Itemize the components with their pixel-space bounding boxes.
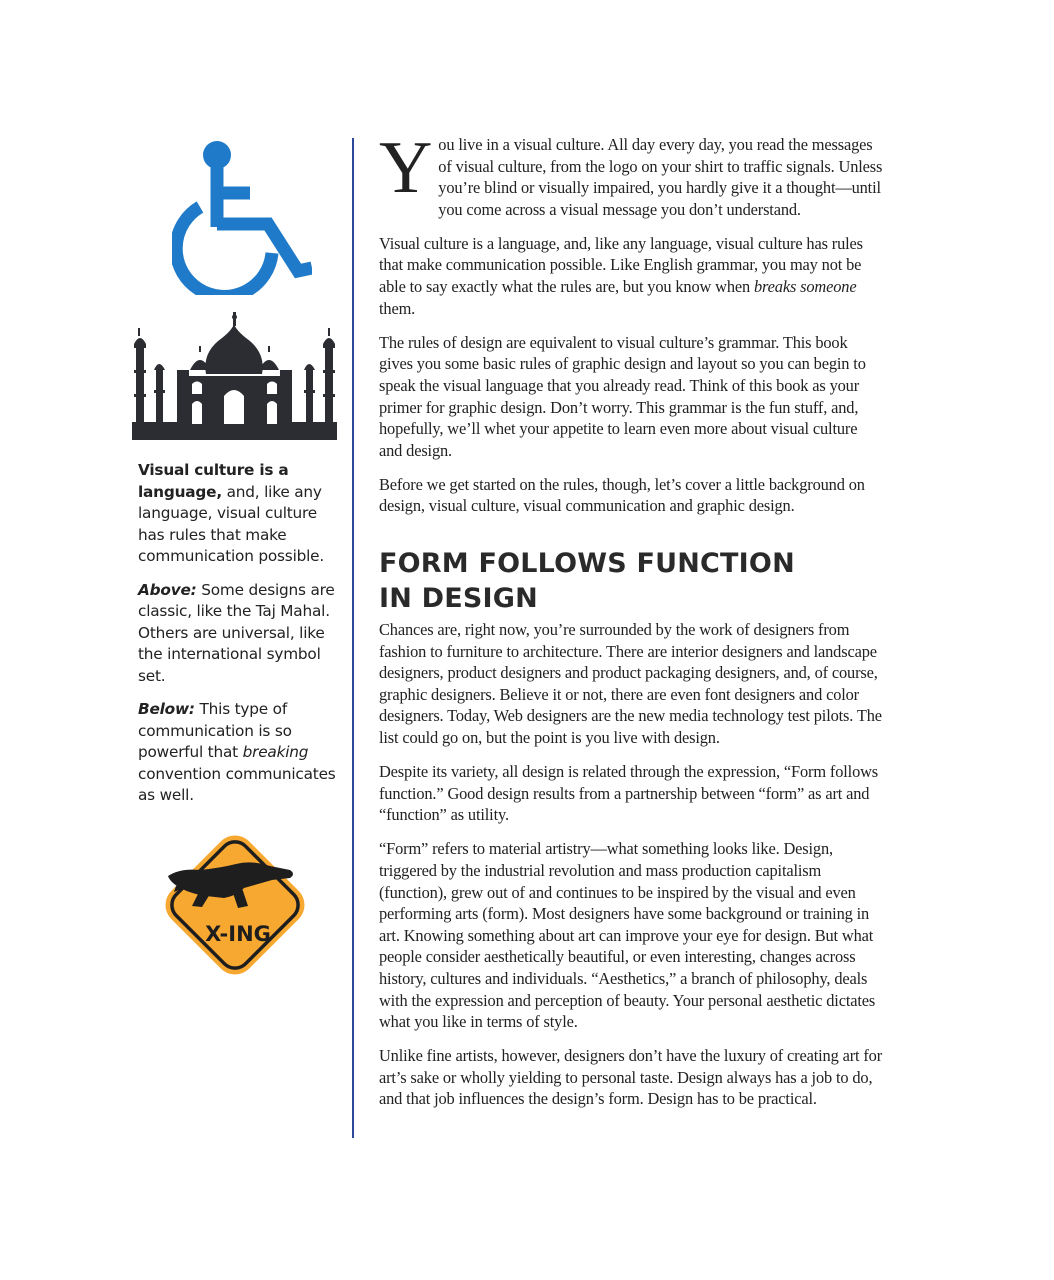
below-text-2: convention communicates as well.	[138, 764, 336, 804]
column-divider	[352, 138, 354, 1138]
paragraph-8: Unlike fine artists, however, designers don’t have the luxury of creating art for art’s sake or wholly yielding to personal taste. Design always has a job to do, and that job influences the design’s form. Design has to be practical.	[379, 1046, 883, 1109]
alligator-crossing-sign	[140, 810, 330, 1000]
paragraph-3: The rules of design are equivalent to visual culture’s grammar. This book gives you some basic rules of graphic design and layout so you can begin to speak the visual language that you already read. Think of this book as your primer for graphic design. Don’t worry. This grammar is the fun stuff, and, hopefully, we’ll whet your appetite to learn even more about visual culture and design.	[379, 332, 866, 460]
paragraph-2-end: them.	[379, 298, 416, 318]
paragraph-1	[379, 127, 884, 220]
above-text: Some designs are classic, like the Taj Mahal. Others are universal, like the international symbol set.	[138, 580, 335, 685]
paragraph-2	[379, 233, 884, 319]
paragraph-6: Despite its variety, all design is related through the expression, “Form follows function.” Good design results from a partnership between “form” as art and “function” as utility.	[379, 762, 879, 825]
sidebar-caption	[138, 460, 338, 819]
heading-line-1: FORM FOLLOWS FUNCTION	[379, 548, 795, 579]
paragraph-2-emphasis: breaks someone	[754, 277, 857, 297]
section-heading	[379, 546, 884, 616]
below-text-1: This type of communication is so powerful that	[138, 700, 292, 761]
below-emphasis: breaking	[242, 743, 309, 761]
above-label: Above:	[138, 580, 197, 599]
caption-lead: Visual culture is a language,	[138, 461, 289, 501]
xing-label: X-ING	[205, 922, 271, 946]
taj-mahal-silhouette	[132, 312, 337, 440]
caption-below	[138, 699, 338, 807]
main-text-column	[379, 127, 884, 1122]
paragraph-7: “Form” refers to material artistry—what something looks like. Design, triggered by the industrial revolution and mass production capitalism (function), grew out of and continues to be inspired by the visual and even performing arts (form). Most designers have some background or training in art. Knowing something about art can improve your eye for design. But what people consider aesthetically beautiful, or even interesting, changes across history, cultures and individuals. “Aesthetics,” a branch of philosophy, deals with the expression and perception of beauty. Your personal aesthetic dictates what you like in terms of style.	[379, 839, 876, 1032]
drop-cap: Y	[379, 127, 433, 209]
paragraph-4: Before we get started on the rules, though, let’s cover a little background on design, visual culture, visual communication and graphic design.	[379, 474, 865, 516]
caption-above	[138, 580, 338, 688]
caption-rest: and, like any language, visual culture has rules that make communication possible.	[138, 482, 325, 565]
caption-intro	[138, 460, 338, 568]
paragraph-1-text: ou live in a visual culture. All day every day, you read the messages of visual culture, from the logo on your shirt to traffic signals. Unless you’re blind or visually impaired, you hardly give it a thought—until you come across a visual message you don’t understand.	[438, 135, 883, 219]
heading-line-2: IN DESIGN	[379, 583, 538, 614]
wheelchair-accessibility-icon	[172, 135, 312, 295]
paragraph-5: Chances are, right now, you’re surrounded by the work of designers from fashion to furniture to architecture. There are interior designers and landscape designers, product designers and product packaging designers, and, of course, graphic designers. Believe it or not, there are even font designers and color designers. Today, Web designers are the new media technology test pilots. The list could go on, but the point is you live with design.	[379, 620, 882, 747]
below-label: Below:	[138, 700, 195, 718]
paragraph-2-start: Visual culture is a language, and, like any language, visual culture has rules that make communication possible. Like English grammar, you may not be able to say exactly what the rules are, but you know when	[379, 233, 863, 297]
